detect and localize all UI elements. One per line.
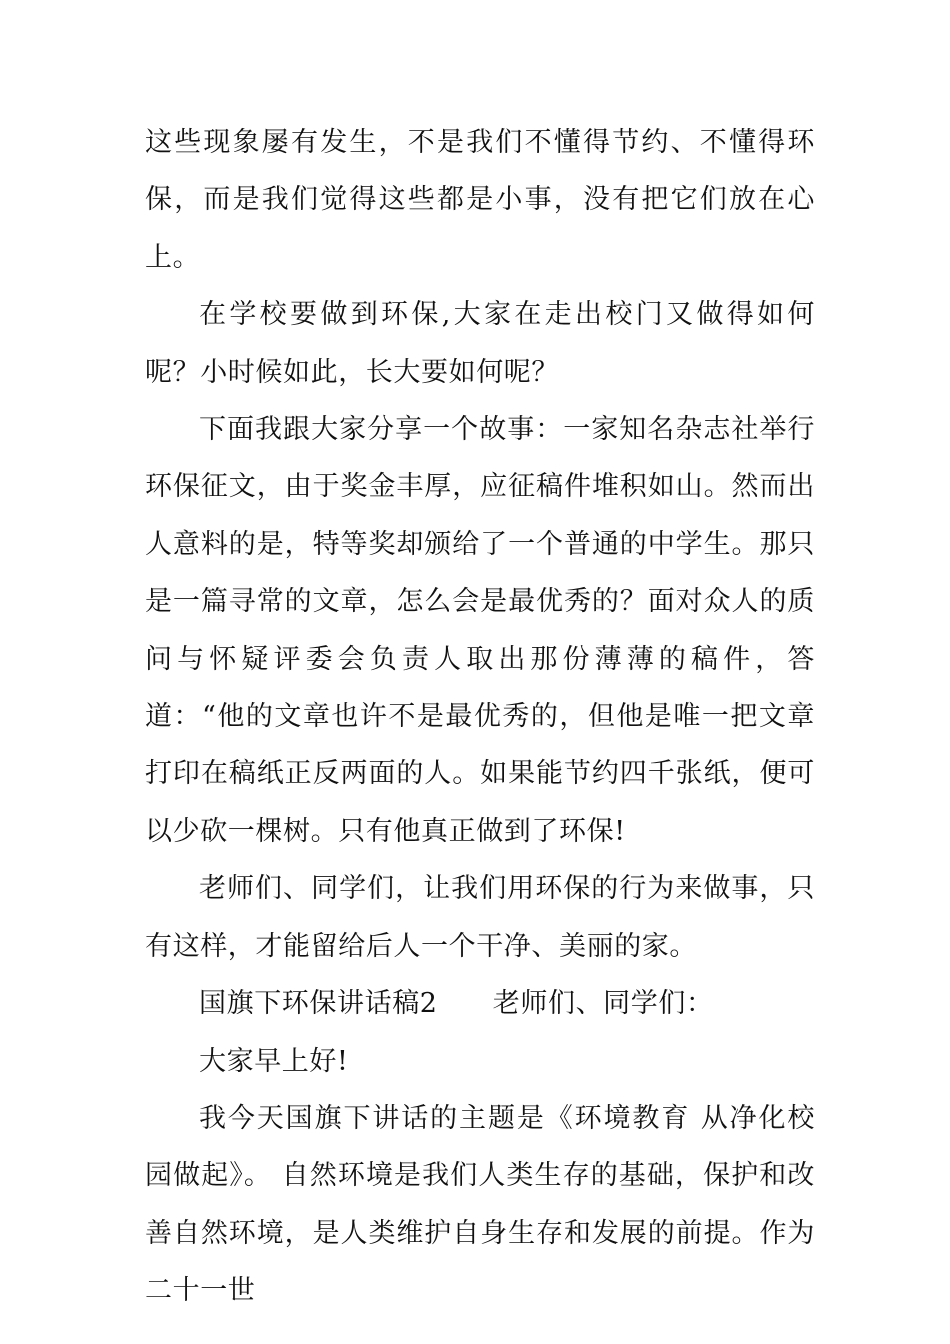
paragraph-1: 这些现象屡有发生，不是我们不懂得节约、不懂得环保，而是我们觉得这些都是小事，没有把它们放在心上。 [145, 127, 815, 273]
paragraph-2: 在学校要做到环保,大家在走出校门又做得如何呢？小时候如此，长大要如何呢？ [145, 299, 815, 388]
paragraph-4: 老师们、同学们，让我们用环保的行为来做事，只有这样，才能留给后人一个干净、美丽的家。 [145, 873, 815, 962]
paragraph-3: 下面我跟大家分享一个故事：一家知名杂志社举行环保征文，由于奖金丰厚，应征稿件堆积如山。然而出人意料的是，特等奖却颁给了一个普通的中学生。那只是一篇寻常的文章，怎么会是最优秀的？面对众人的质问与怀疑评委会负责人取出那份薄薄的稿件，答道：“他的文章也许不是最优秀的，但他是唯一把文章打印在稿纸正反两面的人。如果能节约四千张纸，便可以少砍一棵树。只有他真正做到了环保! [145, 414, 815, 847]
paragraph-7: 我今天国旗下讲话的主题是《环境教育 从净化校园做起》。 自然环境是我们人类生存的基础，保护和改善自然环境，是人类维护自身生存和发展的前提。作为二十一世 [145, 1102, 815, 1307]
document-body [145, 114, 815, 1320]
speech-title-line: 国旗下环保讲话稿2 老师们、同学们： [199, 988, 714, 1020]
greeting-line: 大家早上好! [199, 1045, 349, 1077]
